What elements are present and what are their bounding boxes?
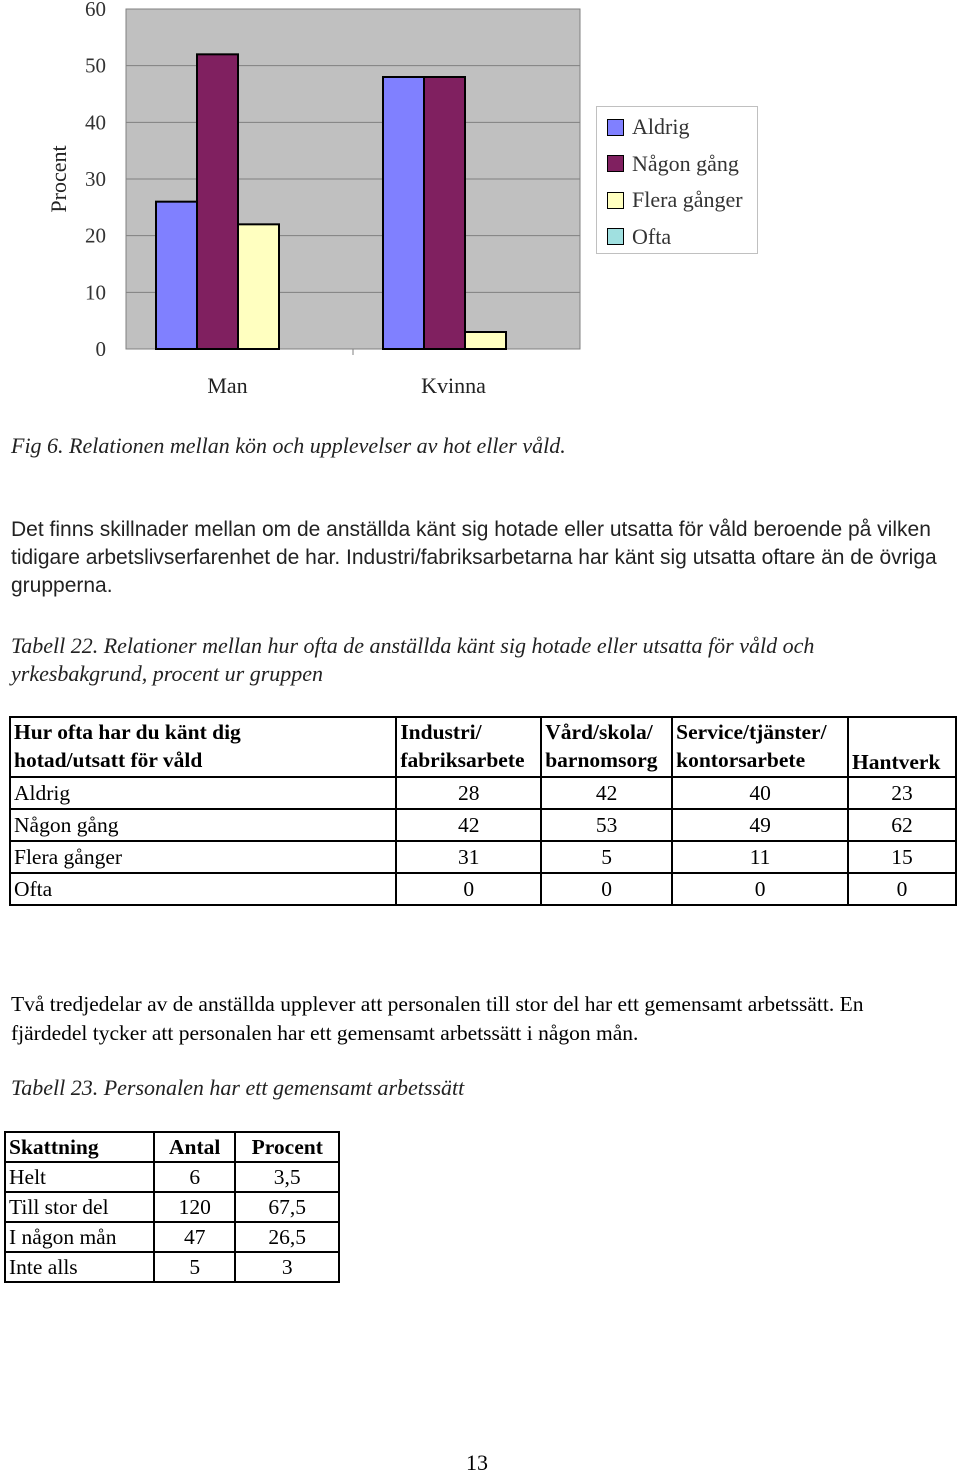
header-cell: Service/tjänster/ kontorsarbete [672, 717, 848, 777]
table-cell: 47 [154, 1222, 236, 1252]
y-tick-label: 60 [85, 0, 106, 21]
bar [197, 54, 238, 349]
row-label: Aldrig [10, 777, 396, 809]
table-cell: 0 [396, 873, 541, 905]
table-row [5, 1252, 339, 1282]
table-cell: 0 [848, 873, 956, 905]
table-cell: 42 [396, 809, 541, 841]
bar [238, 224, 279, 349]
table-row [5, 1222, 339, 1252]
table-cell: 120 [154, 1192, 236, 1222]
table-cell: 23 [848, 777, 956, 809]
table-cell: 62 [848, 809, 956, 841]
table-cell: 26,5 [235, 1222, 339, 1252]
row-label: I någon mån [5, 1222, 154, 1252]
paragraph-1: Det finns skillnader mellan om de anställda känt sig hotade eller utsatta för våld beroende på vilken tidigare arbetslivserfarenhet de har. Industri/fabriksarbetarna har känt sig utsatta oftare än de övriga grupperna. [11, 518, 937, 597]
bar-chart [0, 0, 960, 420]
figure-caption: Fig 6. Relationen mellan kön och upplevelser av hot eller våld. [11, 433, 566, 458]
header-cell: Skattning [5, 1132, 154, 1162]
legend-item [607, 182, 743, 218]
paragraph-2: Två tredjedelar av de anställda upplever att personalen till stor del har ett gemensamt arbetssätt. En fjärdedel tycker att personalen har ett gemensamt arbetssätt i någon mån. [11, 992, 864, 1045]
table-cell: 0 [541, 873, 672, 905]
header-cell: Antal [154, 1132, 236, 1162]
legend-item [607, 146, 739, 182]
header-cell: Procent [235, 1132, 339, 1162]
table-cell: 42 [541, 777, 672, 809]
x-category-label: Man [207, 373, 248, 398]
y-tick-label: 40 [85, 110, 106, 135]
header-cell: Industri/ fabriksarbete [396, 717, 541, 777]
page-number: 13 [466, 1450, 488, 1475]
table-23 [4, 1131, 340, 1283]
table-row [5, 1162, 339, 1192]
legend-label: Ofta [632, 223, 672, 249]
legend-item [607, 219, 671, 255]
header-cell: Hantverk [848, 717, 956, 777]
table-cell: 53 [541, 809, 672, 841]
table-22 [9, 716, 957, 906]
table-cell: 40 [672, 777, 848, 809]
table-cell: 11 [672, 841, 848, 873]
bar [424, 77, 465, 349]
table22-caption: Tabell 22. Relationer mellan hur ofta de anställda känt sig hotade eller utsatta för våld och yrkesbakgrund, procent ur gruppen [11, 633, 815, 686]
row-label: Ofta [10, 873, 396, 905]
legend-label: Flera gånger [632, 187, 743, 212]
table-row [5, 1192, 339, 1222]
table-cell: 3,5 [235, 1162, 339, 1192]
legend-swatch [607, 119, 624, 136]
table-cell: 5 [541, 841, 672, 873]
row-label: Flera gånger [10, 841, 396, 873]
legend-swatch [607, 228, 624, 245]
header-cell: Hur ofta har du känt dig hotad/utsatt för våld [10, 717, 396, 777]
legend-swatch [607, 192, 624, 209]
y-tick-label: 0 [95, 337, 106, 361]
legend-swatch [607, 155, 624, 172]
y-tick-label: 30 [85, 167, 106, 191]
bar [156, 202, 197, 349]
chart-legend [596, 106, 758, 254]
y-tick-label: 10 [85, 280, 106, 305]
header-cell: Vård/skola/ barnomsorg [541, 717, 672, 777]
row-label: Inte alls [5, 1252, 154, 1282]
legend-label: Någon gång [632, 150, 739, 176]
table-cell: 3 [235, 1252, 339, 1282]
table-cell: 15 [848, 841, 956, 873]
y-tick-label: 50 [85, 53, 106, 78]
x-category-label: Kvinna [421, 373, 486, 398]
table-row [10, 873, 956, 905]
table-cell: 6 [154, 1162, 236, 1192]
row-label: Till stor del [5, 1192, 154, 1222]
table-cell: 5 [154, 1252, 236, 1282]
bar [465, 332, 506, 349]
bar [383, 77, 424, 349]
table-row [10, 841, 956, 873]
legend-item [607, 109, 689, 145]
table-header-row [10, 717, 956, 777]
table-cell: 31 [396, 841, 541, 873]
row-label: Helt [5, 1162, 154, 1192]
table-cell: 67,5 [235, 1192, 339, 1222]
table-cell: 0 [672, 873, 848, 905]
table23-caption: Tabell 23. Personalen har ett gemensamt arbetssätt [11, 1075, 465, 1100]
table-row [10, 809, 956, 841]
legend-label: Aldrig [632, 114, 690, 139]
table-cell: 28 [396, 777, 541, 809]
y-axis-label: Procent [46, 145, 71, 213]
table-row [10, 777, 956, 809]
row-label: Någon gång [10, 809, 396, 841]
y-tick-label: 20 [85, 223, 106, 248]
table-cell: 49 [672, 809, 848, 841]
table-header-row [5, 1132, 339, 1162]
